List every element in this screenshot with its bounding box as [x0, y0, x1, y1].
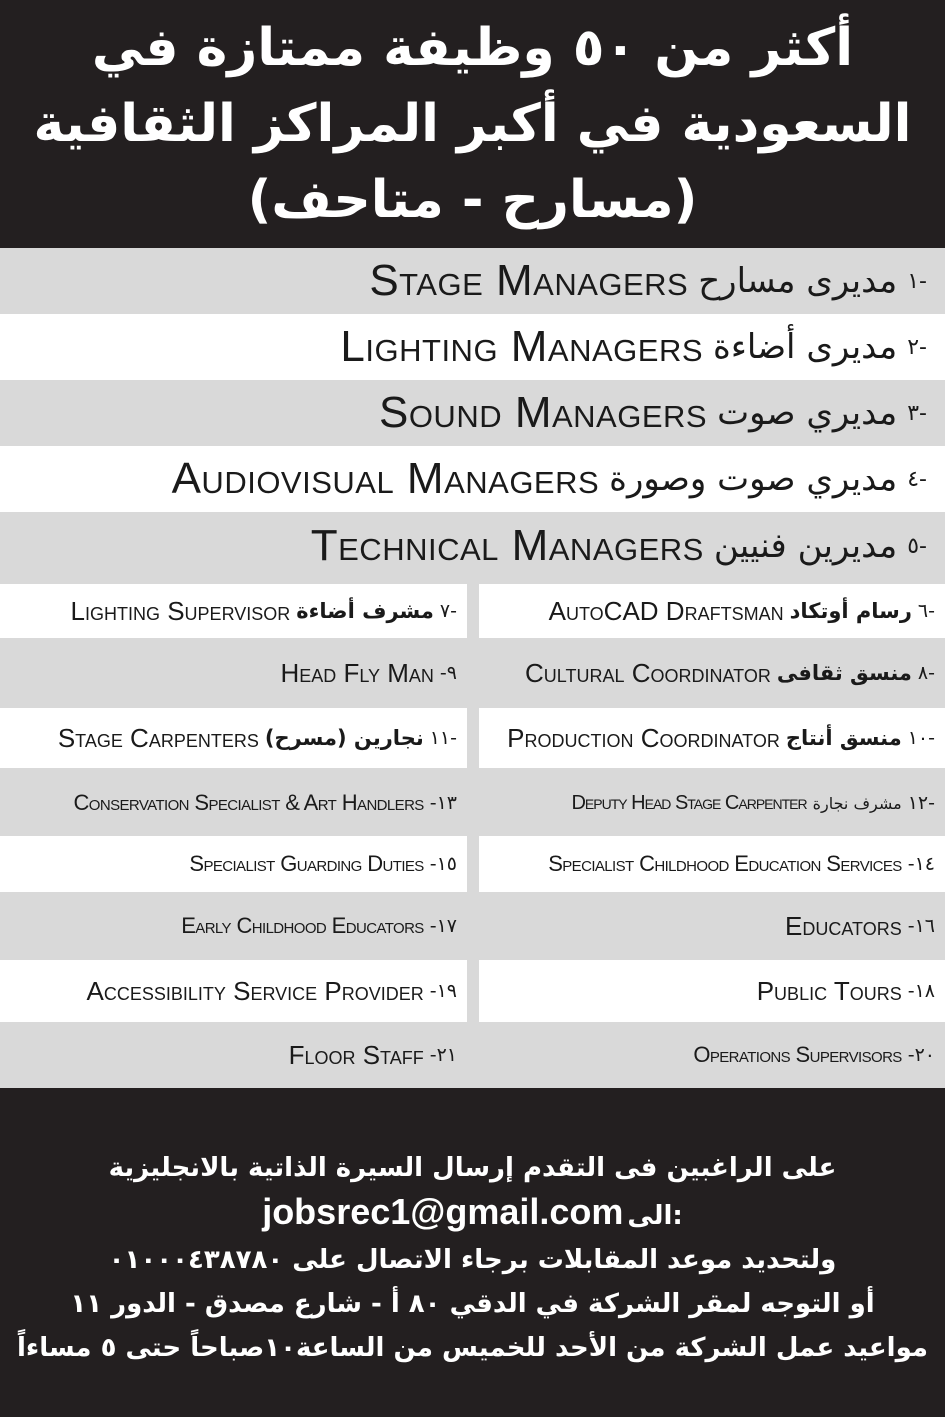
- job-number: -١٧: [429, 915, 457, 937]
- job-title-en: Public Tours: [756, 975, 902, 1006]
- job-number: ٨-: [917, 662, 935, 684]
- job-number: -٢١: [429, 1044, 457, 1066]
- job-number: -٩: [439, 662, 457, 684]
- headline-line-1: أكثر من ٥٠ وظيفة ممتازة في: [91, 18, 854, 78]
- job-title-en: Early Childhood Educators: [181, 913, 424, 938]
- job-title-ar: مشرف نجارة: [812, 793, 902, 813]
- job-title-ar: مديرى مسارح: [698, 261, 898, 301]
- contact-footer: [0, 1088, 945, 1417]
- job-title-en: Audiovisual Managers: [171, 454, 600, 503]
- job-number: -٢٠: [907, 1044, 935, 1066]
- contact-email[interactable]: jobsrec1@gmail.com: [262, 1190, 624, 1232]
- job-row-5: [0, 512, 945, 580]
- job-row-4: [0, 446, 945, 512]
- job-title-en: Accessibility Service Provider: [86, 975, 424, 1006]
- job-number: -١٤: [907, 853, 935, 875]
- job-title-en: Head Fly Man: [280, 657, 434, 688]
- headline-line-3: (مسارح - متاحف): [247, 170, 698, 230]
- job-number: -١٩: [429, 980, 457, 1002]
- job-title-en: Deputy Head Stage Carpenter: [571, 791, 807, 814]
- job-cell-16: [479, 896, 945, 956]
- apply-instruction: على الراغبين فى التقدم إرسال السيرة الذاتية بالانجليزية: [108, 1152, 837, 1183]
- job-title-en: Lighting Supervisor: [70, 595, 291, 626]
- job-title-en: Lighting Managers: [340, 322, 704, 371]
- job-title-en: Technical Managers: [310, 521, 704, 570]
- job-title-ar: مديري صوت وصورة: [609, 459, 898, 499]
- job-number: ٢-: [907, 334, 927, 360]
- job-title-ar: منسق أنتاج: [785, 726, 902, 750]
- job-cell-12: [479, 774, 945, 832]
- email-prefix: الى:: [627, 1200, 683, 1231]
- working-hours: مواعيد عمل الشركة من الأحد للخميس من الساعة١٠صباحاً حتى ٥ مساءاً: [17, 1332, 928, 1363]
- job-title-ar: مديري صوت: [717, 393, 898, 433]
- job-title-en: Operations Supervisors: [693, 1042, 902, 1067]
- jobs-grid: [0, 580, 945, 1088]
- job-cell-11: [0, 708, 467, 768]
- job-title-en: Conservation Specialist & Art Handlers: [73, 790, 424, 815]
- job-number: -١٣: [429, 792, 457, 814]
- job-cell-6: [479, 584, 945, 638]
- job-cell-9: [0, 644, 467, 702]
- job-title-en: Cultural Coordinator: [525, 657, 771, 688]
- job-title-en: Stage Managers: [369, 256, 689, 305]
- headline-line-2: السعودية في أكبر المراكز الثقافية: [33, 94, 912, 154]
- job-cell-18: [479, 960, 945, 1022]
- job-cell-15: [0, 836, 467, 892]
- job-cell-21: [0, 1026, 467, 1084]
- job-title-en: Sound Managers: [378, 388, 708, 437]
- job-cell-10: [479, 708, 945, 768]
- job-title-en: AutoCAD Draftsman: [548, 595, 784, 626]
- job-title-en: Specialist Guarding Duties: [189, 851, 424, 876]
- job-cell-19: [0, 960, 467, 1022]
- job-number: -١٦: [907, 915, 935, 937]
- job-cell-13: [0, 774, 467, 832]
- job-title-en: Floor Staff: [288, 1039, 424, 1070]
- job-title-ar: مديرين فنيين: [713, 526, 898, 566]
- job-number: ١١-: [429, 727, 457, 749]
- job-title-ar: رسام أوتكاد: [789, 599, 912, 623]
- job-number: ٣-: [907, 400, 927, 426]
- job-number: ٦-: [917, 600, 935, 622]
- job-number: ١٢-: [907, 792, 935, 814]
- job-title-en: Production Coordinator: [507, 722, 780, 753]
- job-cell-20: [479, 1026, 945, 1084]
- address-line: أو التوجه لمقر الشركة في الدقي ٨٠ أ - شارع مصدق - الدور ١١: [70, 1288, 875, 1319]
- job-cell-7: [0, 584, 467, 638]
- job-title-ar: مشرف أضاءة: [296, 599, 434, 623]
- job-title-en: Educators: [785, 910, 902, 941]
- job-row-3: [0, 380, 945, 446]
- header-banner: [0, 0, 945, 248]
- job-row-1: [0, 248, 945, 314]
- job-title-ar: منسق ثقافى: [776, 661, 912, 685]
- phone-instruction: ولتحديد موعد المقابلات برجاء الاتصال على ٠١٠٠٠٤٣٨٧٨٠: [108, 1244, 837, 1275]
- job-cell-14: [479, 836, 945, 892]
- job-title-ar: نجارين (مسرح): [264, 726, 424, 750]
- job-number: -١٨: [907, 980, 935, 1002]
- job-title-en: Stage Carpenters: [57, 722, 259, 753]
- job-number: ٧-: [439, 600, 457, 622]
- job-title-en: Specialist Childhood Education Services: [548, 851, 902, 876]
- job-number: -١٥: [429, 853, 457, 875]
- job-title-ar: مديرى أضاءة: [713, 327, 898, 367]
- job-row-2: [0, 314, 945, 380]
- email-line: [262, 1190, 683, 1238]
- job-number: ١-: [907, 268, 927, 294]
- job-number: ١٠-: [907, 727, 935, 749]
- job-number: ٥-: [907, 533, 927, 559]
- job-cell-17: [0, 896, 467, 956]
- job-cell-8: [479, 644, 945, 702]
- job-number: ٤-: [907, 466, 927, 492]
